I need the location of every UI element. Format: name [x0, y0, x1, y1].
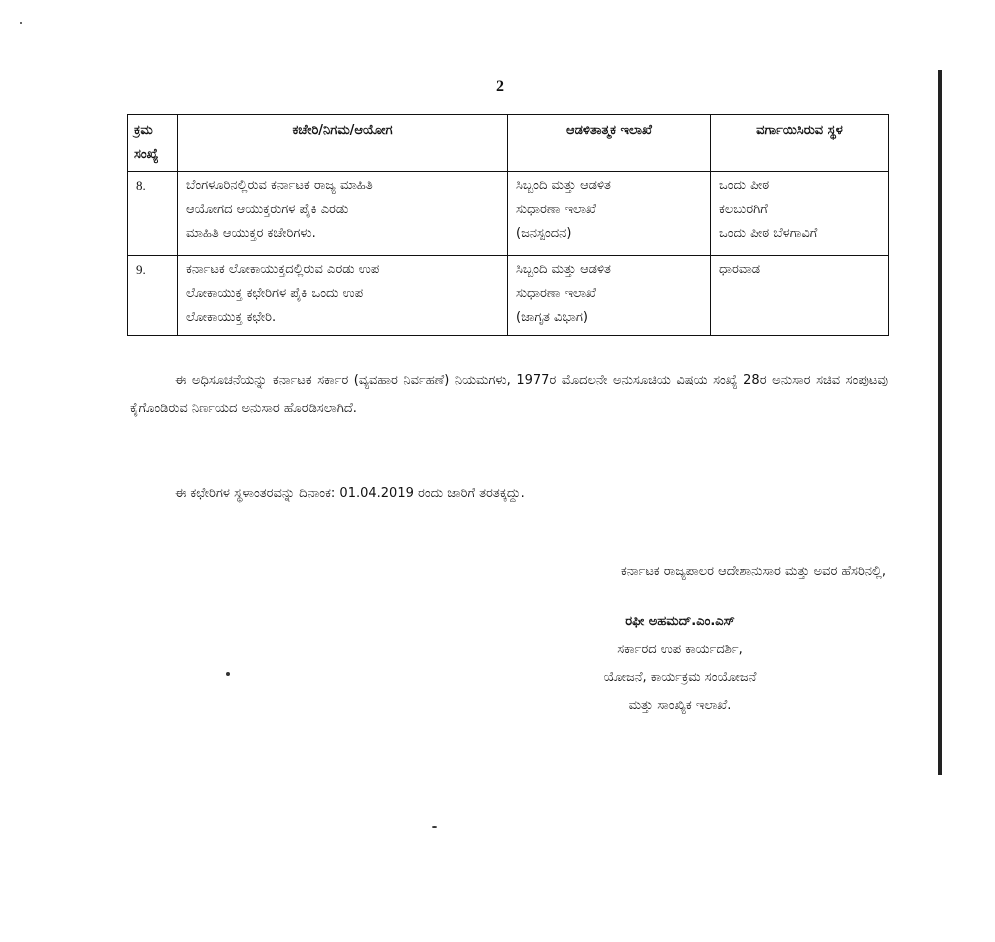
row-department: ಸಿಬ್ಬಂದಿ ಮತ್ತು ಆಡಳಿತ ಸುಧಾರಣಾ ಇಲಾಖೆ (ಜನಸ್ಪಂದನ)	[508, 172, 711, 256]
scan-edge-shadow	[938, 70, 942, 775]
page-number: 2	[496, 78, 504, 95]
governor-order-line: ಕರ್ನಾಟಕ ರಾಜ್ಯಪಾಲರ ಆದೇಶಾನುಸಾರ ಮತ್ತು ಅವರ ಹೆಸರಿನಲ್ಲಿ,	[620, 564, 886, 579]
signatory-department-line1: ಯೋಜನೆ, ಕಾರ್ಯಕ್ರಮ ಸಂಯೋಜನೆ	[603, 670, 757, 685]
row-place: ಒಂದು ಪೀಠ ಕಲಬುರಗಿಗೆ ಒಂದು ಪೀಠ ಬೆಳಗಾವಿಗೆ	[711, 172, 889, 256]
table-header-row	[128, 115, 889, 172]
signatory-department-line2: ಮತ್ತು ಸಾಂಖ್ಯಿಕ ಇಲಾಖೆ.	[628, 698, 732, 713]
header-serial-number: ಕ್ರಮ ಸಂಖ್ಯೆ	[128, 115, 178, 172]
row-serial-number: 8.	[128, 172, 178, 256]
effective-date-paragraph: ಈ ಕಛೇರಿಗಳ ಸ್ಥಳಾಂತರವನ್ನು ದಿನಾಂಕ: 01.04.2019 ರಂದು ಜಾರಿಗೆ ತರತಕ್ಕದ್ದು.	[175, 486, 525, 501]
row-serial-number: 9.	[128, 256, 178, 336]
header-transferred-place: ವರ್ಗಾಯಿಸಿರುವ ಸ್ಥಳ	[711, 115, 889, 172]
table-row	[128, 172, 889, 256]
scan-speck	[432, 826, 437, 828]
signature-block	[520, 608, 840, 720]
scan-speck	[226, 672, 230, 676]
transfer-table	[127, 114, 889, 336]
table-row	[128, 256, 889, 336]
signatory-designation: ಸರ್ಕಾರದ ಉಪ ಕಾರ್ಯದರ್ಶಿ,	[617, 642, 743, 657]
notification-paragraph: ಈ ಅಧಿಸೂಚನೆಯನ್ನು ಕರ್ನಾಟಕ ಸರ್ಕಾರ (ವ್ಯವಹಾರ ನಿರ್ವಹಣೆ) ನಿಯಮಗಳು, 1977ರ ಮೊದಲನೇ ಅನುಸೂಚಿಯ ವಿಷಯ ಸಂಖ್ಯೆ 28ರ ಅನುಸಾರ ಸಚಿವ ಸಂಪುಟವು ಕೈಗೊಂಡಿರುವ ನಿರ್ಣಯದ ಅನುಸಾರ ಹೊರಡಿಸಲಾಗಿದೆ.	[130, 373, 888, 416]
header-office: ಕಚೇರಿ/ನಿಗಮ/ಆಯೋಗ	[178, 115, 508, 172]
row-place: ಧಾರವಾಡ	[711, 256, 889, 336]
row-office: ಕರ್ನಾಟಕ ಲೋಕಾಯುಕ್ತದಲ್ಲಿರುವ ಎರಡು ಉಪ ಲೋಕಾಯುಕ್ತ ಕಛೇರಿಗಳ ಪೈಕಿ ಒಂದು ಉಪ ಲೋಕಾಯುಕ್ತ ಕಛೇರಿ.	[178, 256, 508, 336]
row-office: ಬೆಂಗಳೂರಿನಲ್ಲಿರುವ ಕರ್ನಾಟಕ ರಾಜ್ಯ ಮಾಹಿತಿ ಆಯೋಗದ ಆಯುಕ್ತರುಗಳ ಪೈಕಿ ಎರಡು ಮಾಹಿತಿ ಆಯುಕ್ತರ ಕಚೇರಿಗಳು.	[178, 172, 508, 256]
header-department: ಆಡಳಿತಾತ್ಮಕ ಇಲಾಖೆ	[508, 115, 711, 172]
row-department: ಸಿಬ್ಬಂದಿ ಮತ್ತು ಆಡಳಿತ ಸುಧಾರಣಾ ಇಲಾಖೆ (ಜಾಗೃತ ವಿಭಾಗ)	[508, 256, 711, 336]
signatory-name: ರಫೀ ಅಹಮದ್.ಎಂ.ಎಸ್	[625, 614, 735, 629]
scan-speck	[20, 22, 22, 24]
